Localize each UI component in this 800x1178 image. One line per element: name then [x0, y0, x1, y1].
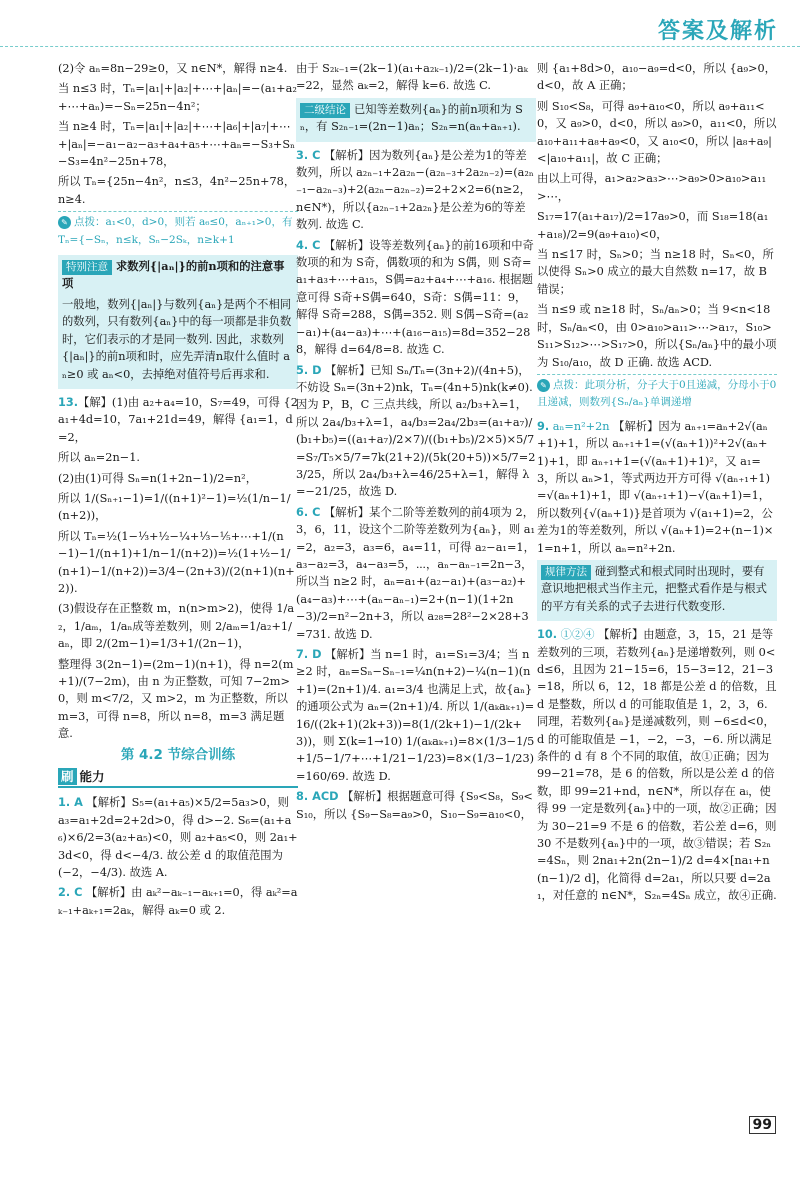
- hint-icon: ✎: [58, 216, 71, 229]
- method-text: [541, 563, 773, 615]
- paragraph: 所以 1/(Sₙ₊₁−1)=1/((n+1)²−1)=½(1/n−1/(n+2))，: [58, 491, 291, 523]
- question-3: [296, 147, 536, 234]
- column-middle: [296, 60, 536, 826]
- hint-text: 点拨：a₁<0，d>0，则若 a₆≤0，aₙ₊₁>0，有 Tₙ={−Sₙ，n≤k，Sₙ−2Sₖ，n≥k+1: [58, 216, 293, 246]
- question-text: 【解析】因为 aₙ₊₁=aₙ+2√(aₙ+1)+1，所以 aₙ₊₁+1=(√(aₙ+1))²+2√(aₙ+1)+1，即 aₙ₊₁+1=(√(aₙ+1)+1)²，又 a₁=3，所以 aₙ>1，等式两边开方可得 √(aₙ₊₁+1)=√(aₙ+1)+1，即 √(aₙ₊₁+1)−√(aₙ+1)=1，所以数列{√(aₙ+1)}是首项为 √(a₁+1)=2，公差为1的等差数列，所以 √(aₙ+1)=2+(n−1)×1=n+1，所以 aₙ=n²+2n.: [537, 419, 774, 555]
- paragraph: (2)令 aₙ=8n−29≥0，又 n∈N*，解得 n≥4.: [58, 62, 288, 75]
- paragraph: (3)假设存在正整数 m，n(n>m>2)，使得 1/a₂，1/aₘ，1/aₙ成等差数列，则 2/aₘ=1/a₂+1/aₙ，即 2/(2m−1)=1/3+1/(2n−1)，: [58, 602, 295, 651]
- question-text: 【解析】由 aₖ²−aₖ₋₁−aₖ₊₁=0，得 aₖ²=aₖ₋₁+aₖ₊₁=2aₖ，解得 aₖ=0 或 2.: [58, 886, 298, 917]
- question-number: 13.: [58, 395, 79, 409]
- method-box: [537, 560, 777, 621]
- hint-text: 点拨：此项分析，分子大于0且递减，分母小于0且递减，则数列{Sₙ/aₙ}单调递增: [537, 378, 777, 409]
- method-body: 碰到整式和根式同时出现时，要有意识地把根式当作主元，把整式看作是与根式的平方有关系的式子去进行代数变形.: [541, 564, 767, 613]
- question-text: 【解析】因为数列{aₙ}是公差为1的等差数列，所以 a₂ₙ₋₁+2a₂ₙ−(a₂ₙ₋₃+2a₂ₙ₋₂)=(a₂ₙ₋₁−a₂ₙ₋₃)+2(a₂ₙ−a₂ₙ₋₂)=2+2×2=6(n≥2，n∈N*)，所以{a₂ₙ₋₁+2a₂ₙ}是公差为6的等差数列. 故选 C.: [296, 148, 534, 232]
- question-number: 3. C: [296, 148, 321, 162]
- question-13: [58, 394, 298, 446]
- ability-label: 能力: [79, 769, 105, 785]
- hint-note: [58, 211, 298, 249]
- question-7: [296, 646, 536, 785]
- question-text: 【解析】已知 Sₙ/Tₙ=(3n+2)/(4n+5)，不妨设 Sₙ=(3n+2)nk，Tₙ=(4n+5)nk(k≠0). 因为 P，B，C 三点共线，所以 a₂/b₃+λ=1，所以 2a₄/b₃+λ=1，a₄/b₃=2a₄/2b₃=(a₁+a₇)/(b₁+b₅)=((a₁+a₇)/2×7)/((b₁+b₅)/2×5)×5/7=S₇/T₅×5/7=7k(21+2)/(5k(20+5))×5/7=23/25，所以 2a₄/b₃+λ=46/25+λ=1，解得 λ=−21/25，故选 D.: [296, 363, 537, 499]
- conclusion-tag: 二级结论: [300, 103, 350, 118]
- ability-heading: [58, 768, 298, 788]
- tip-title: 求数列{|aₙ|}的前n项和的注意事项: [62, 259, 285, 291]
- paragraph: 则 {a₁+8d>0，a₁₀−a₉=d<0，所以 {a₉>0，d<0，故 A 正确；: [537, 62, 776, 93]
- hint-note: [537, 374, 777, 412]
- question-5: [296, 362, 536, 501]
- question-number: 5. D: [296, 363, 322, 377]
- hint-icon: ✎: [537, 379, 550, 392]
- method-tag: 规律方法: [541, 565, 591, 580]
- answer-value: ①②④: [560, 628, 595, 642]
- paragraph: 所以 Tₙ={25n−4n²，n≤3，4n²−25n+78，n≥4.: [58, 175, 296, 206]
- tip-tag: 特别注意: [62, 260, 112, 275]
- paragraph: 由于 S₂ₖ₋₁=(2k−1)(a₁+a₂ₖ₋₁)/2=(2k−1)·aₖ=22，显然 aₖ=2，解得 k=6. 故选 C.: [296, 62, 528, 93]
- tip-body: 一般地，数列{|aₙ|}与数列{aₙ}是两个不相同的数列，只有数列{aₙ}中的每一项都是非负数时，它们表示的才是同一数列. 因此，求数列{|aₙ|}的前n项和时，应先弄清n取什么值时 aₙ≥0 或 aₙ<0，去掉绝对值符号后再求和.: [62, 297, 292, 381]
- paragraph: 整理得 3(2n−1)=(2m−1)(n+1)，得 n=2(m+1)/(7−2m)，由 n 为正整数，可知 7−2m>0，则 m<7/2，又 m>2，m 为正整数，所以 m=3，可得 n=8，所以 n=8，m=3 满足题意.: [58, 657, 294, 741]
- question-text: 【解析】由题意，3，15，21 是等差数列的三项，若数列{aₙ}是递增数列，则 0<d≤6，且因为 21−15=6，15−3=12，21−3=18，所以 6，12，18 都是公差 d 的倍数，且 d 是整数，所以 d 的可能取值是 1，2，3，6. 同理，若数列{aₙ}是递减数列，则 −6≤d<0，d 的可能取值是 −1，−2，−3，−6. 所以满足条件的 d 有 8 个不同的取值，故①正确；因为 99−21=78，是 6 的倍数，所以是公差 d 的倍数，即 99=21+nd，n∈N*，所以存在 aᵢ，使得 99 一定是数列{aₙ}中的一项，故②正确；因为 30−21=9 不是 6 的倍数，若公差 d=6，则 30 不是数列{aₙ}中的一项，故③错误；若 S₂ₙ=4Sₙ，则 2na₁+2n(2n−1)/2 d=4×[na₁+n(n−1)/2 d]，化简得 d=2a₁，所以只要 d=2a₁，对任意的 n∈N*，S₂ₙ=4Sₙ 成立，故④正确.: [537, 628, 781, 903]
- question-8: [296, 788, 536, 823]
- question-number: 6. C: [296, 505, 321, 519]
- paragraph: 当 n≤3 时，Tₙ=|a₁|+|a₂|+⋯+|aₙ|=−(a₁+a₂+⋯+aₙ)=−Sₙ=25n−4n²；: [58, 82, 297, 113]
- conclusion-box: [296, 98, 536, 142]
- question-text: 【解析】设等差数列{aₙ}的前16项和中奇数项的和为 S奇，偶数项的和为 S偶，则 S奇=a₁+a₃+⋯+a₁₅，S偶=a₂+a₄+⋯+a₁₆. 根据题意可得 S奇+S偶=640，S奇：S偶=11：9，解得 S奇=288，S偶=352. 则 S偶−S奇=(a₂−a₁)+(a₄−a₃)+⋯+(a₁₆−a₁₅)=8d=352−288，解得 d=64/8=8. 故选 C.: [296, 238, 534, 357]
- conclusion-text: [300, 101, 532, 136]
- question-number: 9.: [537, 419, 550, 433]
- question-10: [537, 626, 781, 905]
- question-number: 7. D: [296, 648, 322, 661]
- paragraph: 由以上可得，a₁>a₂>a₃>⋯>a₉>0>a₁₀>a₁₁>⋯，: [537, 172, 767, 203]
- paragraph: 当 n≤17 时，Sₙ>0；当 n≥18 时，Sₙ<0，所以使得 Sₙ>0 成立的最大自然数 n=17，故 B 错误；: [537, 248, 774, 296]
- column-right: [537, 60, 781, 908]
- paragraph: 所以 aₙ=2n−1.: [58, 451, 140, 465]
- ability-marker: 刷: [58, 768, 77, 785]
- question-1: [58, 794, 298, 881]
- paragraph: 当 n≥4 时，Tₙ=|a₁|+|a₂|+⋯+|a₆|+|a₇|+⋯+|aₙ|=−a₁−a₂−a₃+a₄+a₅+⋯+aₙ=−S₃+Sₙ−S₃=4n²−25n+78，: [58, 120, 295, 169]
- header-rule: [0, 46, 800, 47]
- question-number: 8. ACD: [296, 790, 339, 804]
- question-text: 【解析】根据题意可得 {S₉<S₈，S₉<S₁₀，所以 {S₉−S₈=a₉>0，S₁₀−S₉=a₁₀<0，: [296, 790, 533, 821]
- paragraph: 当 n≤9 或 n≥18 时，Sₙ/aₙ>0；当 9<n<18 时，Sₙ/aₙ<0，由 0>a₁₀>a₁₁>⋯>a₁₇，S₁₀>S₁₁>S₁₂>⋯>S₁₇>0，所以{Sₙ/aₙ}中的最小项为 S₁₀/a₁₀，故 D 正确. 故选 ACD.: [537, 303, 777, 369]
- conclusion-body: 已知等差数列{aₙ}的前n项和为 Sₙ，有 S₂ₙ₋₁=(2n−1)aₙ；S₂ₙ=n(aₙ+aₙ₊₁).: [300, 102, 523, 134]
- question-number: 4. C: [296, 238, 321, 252]
- question-number: 2. C: [58, 886, 83, 900]
- question-number: 1. A: [58, 796, 83, 810]
- question-text: 【解】(1)由 a₂+a₄=10，S₇=49，可得 {2a₁+4d=10，7a₁+21d=49，解得 {a₁=1，d=2，: [58, 395, 298, 444]
- question-4: [296, 237, 536, 359]
- page-number: 99: [749, 1116, 776, 1134]
- tip-box: [58, 255, 298, 389]
- question-text: 【解析】当 n=1 时，a₁=S₁=3/4；当 n≥2 时，aₙ=Sₙ−Sₙ₋₁=¼n(n+2)−¼(n−1)(n+1)=(2n+1)/4. a₁=3/4 也满足上式，故{aₙ}的通项公式为 aₙ=(2n+1)/4. 所以 1/(aₖaₖ₊₁)=16/((2k+1)(2k+3))=8(1/(2k+1)−1/(2k+3))，则 Σ(k=1→10) 1/(aₖaₖ₊₁)=8×(1/3−1/5+1/5−1/7+⋯+1/21−1/23)=8×(1/3−1/23)=160/69. 故选 D.: [296, 648, 535, 783]
- question-9: [537, 418, 777, 557]
- paragraph: S₁₇=17(a₁+a₁₇)/2=17a₉>0，而 S₁₈=18(a₁+a₁₈)/2=9(a₉+a₁₀)<0，: [537, 210, 769, 241]
- header-title: 答案及解析: [657, 19, 778, 44]
- question-text: 【解析】某个二阶等差数列的前4项为 2，3，6，11，设这个二阶等差数列为{aₙ}，则 a₁=2，a₂=3，a₃=6，a₄=11，可得 a₂−a₁=1，a₃−a₂=3，a₄−a₃=5，⋯，aₙ−aₙ₋₁=2n−3，所以当 n≥2 时，aₙ=a₁+(a₂−a₁)+(a₃−a₂)+(a₄−a₃)+⋯+(aₙ−aₙ₋₁)=2+(n−1)(1+2n−3)/2=n²−2n+3，所以 a₂₈=28²−2×28+3=731. 故选 D.: [296, 505, 536, 641]
- question-text: 【解析】S₅=(a₁+a₅)×5/2=5a₃>0，则 a₃=a₁+2d=2+2d>0，得 d>−2. S₆=(a₁+a₆)×6/2=3(a₂+a₅)<0，则 a₂+a₅<0，则 2a₁+3d<0，得 d<−4/3. 故公差 d 的取值范围为(−2，−4/3). 故选 A.: [58, 796, 298, 880]
- tip-heading: [62, 258, 294, 293]
- paragraph: (2)由(1)可得 Sₙ=n(1+2n−1)/2=n²，: [58, 471, 257, 485]
- question-2: [58, 884, 298, 919]
- paragraph: 则 S₁₀<S₈，可得 a₉+a₁₀<0，所以 a₉+a₁₁<0，又 a₉>0，d<0，所以 a₉>0，a₁₁<0，所以 a₁₀+a₁₁+a₈+a₉<0，又 a₁₀<0，所以 |a₈+a₉|<|a₁₀+a₁₁|，故 C 正确；: [537, 99, 781, 166]
- question-6: [296, 504, 536, 643]
- paragraph: 所以 Tₙ=½(1−⅓+½−¼+⅓−⅕+⋯+1/(n−1)−1/(n+1)+1/n−1/(n+2))=½(1+½−1/(n+1)−1/(n+2))=3/4−(2n+3)/(2(n+1)(n+2)).: [58, 529, 295, 595]
- answer-value: aₙ=n²+2n: [552, 419, 610, 433]
- section-title: 第 4.2 节综合训练: [120, 746, 236, 763]
- column-left: [58, 60, 298, 922]
- question-number: 10.: [537, 628, 558, 642]
